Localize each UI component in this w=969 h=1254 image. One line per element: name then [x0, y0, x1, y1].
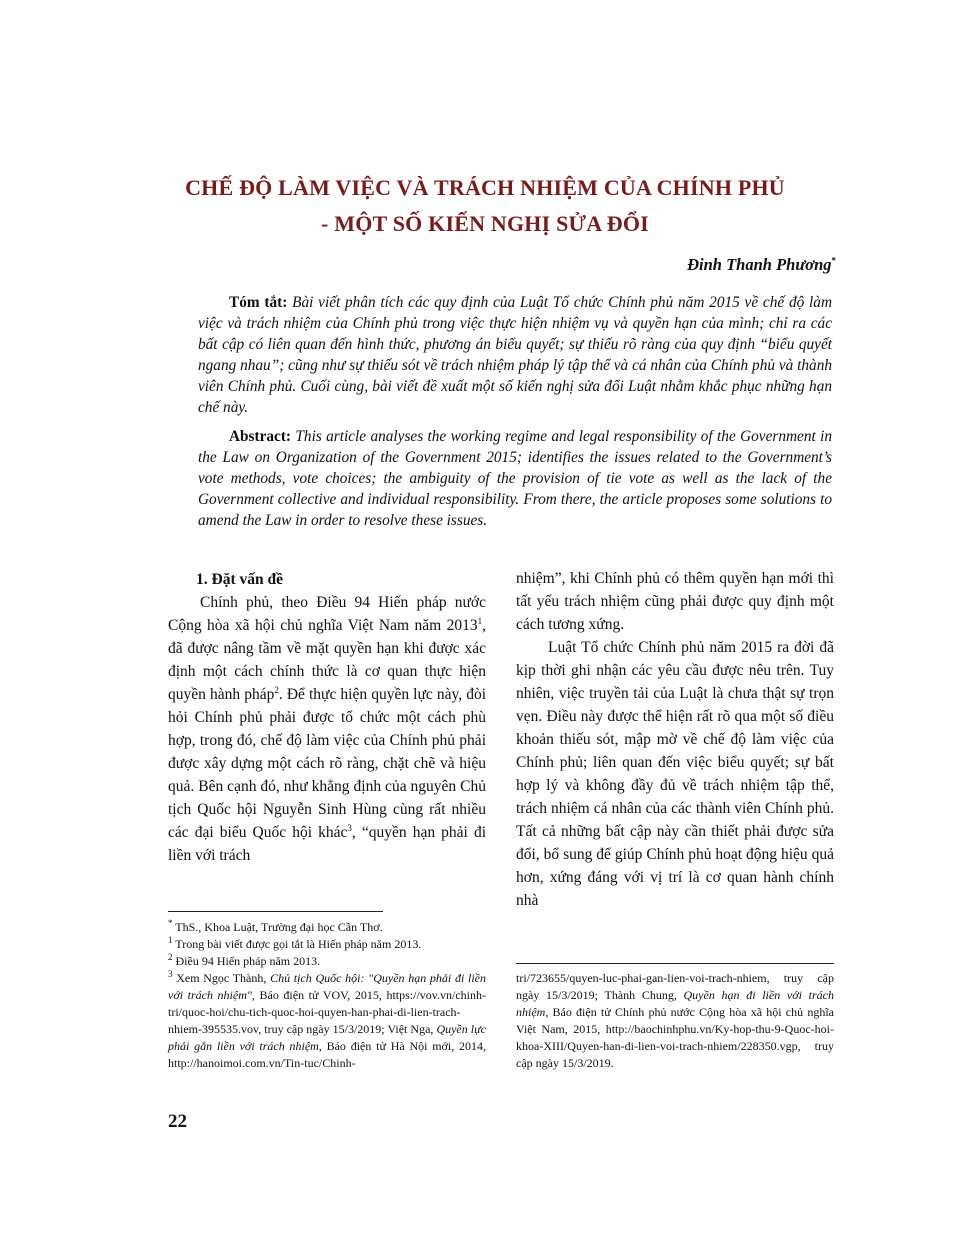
footnote-mark: 2: [168, 952, 173, 962]
footnote-3-continued: [516, 970, 834, 1072]
summary-vietnamese: [198, 292, 832, 418]
section-heading: 1. Đặt vấn đề: [196, 571, 283, 588]
summary-text: Bài viết phân tích các quy định của Luật Tổ chức Chính phủ năm 2015 về chế độ làm việc và trách nhiệm của Chính phủ trong việc thực hiện nhiệm vụ và quyền hạn của mình; chỉ ra các bất cập có liên quan đến hình thức, phương án biểu quyết; sự thiếu rõ ràng của quy định “biểu quyết ngang nhau”; cũng như sự thiếu sót về trách nhiệm pháp lý tập thể và cá nhân của Chính phủ và thành viên Chính phủ. Cuối cùng, bài viết đề xuất một số kiến nghị sửa đổi Luật nhằm khắc phục những hạn chế này.: [198, 294, 832, 416]
title-line-2: - MỘT SỐ KIẾN NGHỊ SỬA ĐỔI: [321, 211, 649, 236]
footnote-text: Xem Ngọc Thành,: [172, 971, 271, 985]
footnote-text: ThS., Khoa Luật, Trường đại học Cần Thơ.: [172, 920, 383, 934]
author-name: Đinh Thanh Phương: [687, 255, 832, 274]
footnote-3: [168, 970, 486, 1072]
page-number: 22: [168, 1111, 187, 1132]
footnote-divider-right: [516, 963, 834, 964]
footnote-author: [168, 919, 486, 936]
summary-label: Tóm tắt:: [229, 294, 288, 311]
right-column: [516, 567, 834, 912]
footnote-ref-2: 2: [274, 684, 279, 695]
right-paragraph-2: Luật Tổ chức Chính phủ năm 2015 ra đời đã kịp thời ghi nhận các yêu cầu được nêu trên. Tuy nhiên, việc truyền tải của Luật là chưa thật sự trọn vẹn. Điều này được thể hiện rất rõ qua một số điều khoản thiếu sót, mập mờ về chế độ làm việc của Chính phủ; liên quan đến việc biểu quyết; sự bất hợp lý và không đầy đủ về trách nhiệm tập thể, trách nhiệm cá nhân của các thành viên Chính phủ. Tất cả những bất cập này cần thiết phải được sửa đổi, bổ sung để giúp Chính phủ hoạt động hiệu quả hơn, xứng đáng với vị trí là cơ quan hành chính nhà: [516, 639, 834, 909]
footnote-text: tri/723655/quyen-luc-phai-gan-lien-voi-trach-nhiem, truy cập ngày 15/3/2019; Thành Chung,: [516, 971, 834, 1002]
author: [687, 255, 836, 275]
abstract-label: Abstract:: [229, 428, 292, 445]
footnote-mark: 3: [168, 969, 173, 979]
footnote-cited-title: Quyền lực phải gắn liền với trách nhiệm: [168, 1022, 486, 1053]
footnote-text: , Báo điện tử Hà Nội mới, 2014, http://hanoimoi.com.vn/Tin-tuc/Chinh-: [168, 1039, 486, 1070]
footnote-1: [168, 936, 486, 953]
footnote-cited-title: Quyền hạn đi liền với trách nhiệm: [516, 988, 834, 1019]
footnote-text: , Báo điện tử Chính phủ nước Cộng hòa xã hội chủ nghĩa Việt Nam, 2015, http://baochinhphu.vn/Ky-hop-thu-9-Quoc-hoi-khoa-XIII/Quyen-han-di-lien-voi-trach-nhiem/228350.vgp, truy cập ngày 15/3/2019.: [516, 1005, 834, 1070]
footnote-mark: 1: [168, 935, 173, 945]
footnotes-right: [516, 970, 834, 1072]
abstract-english: [198, 426, 832, 531]
author-footnote-mark: *: [831, 255, 836, 266]
footnote-text: Điều 94 Hiến pháp năm 2013.: [172, 954, 321, 968]
text-run: . Để thực hiện quyền lực này, đòi hỏi Chính phủ phải được tổ chức một cách phù hợp, trong đó, chế độ làm việc của Chính phủ phải được xây dựng một cách rõ ràng, chặt chẽ và hiệu quả. Bên cạnh đó, như khẳng định của nguyên Chủ tịch Quốc hội Nguyễn Sinh Hùng cùng rất nhiều các đại biểu Quốc hội khác: [168, 686, 487, 841]
footnote-text: Trong bài viết được gọi tắt là Hiến pháp năm 2013.: [172, 937, 422, 951]
footnote-text: , Báo điện tử VOV, 2015, https://vov.vn/chinh-tri/quoc-hoi/chu-tich-quoc-hoi-quyen-han-phai-di-lien-trach-nhiem-395535.vov, truy cập ngày 15/3/2019; Việt Nga,: [168, 988, 486, 1036]
footnote-ref-3: 3: [347, 822, 352, 833]
text-run: , “quyền hạn phải đi liền với trách: [168, 824, 486, 864]
footnote-divider-left: [168, 911, 383, 912]
text-run: , đã được nâng tầm về mặt quyền hạn khi được xác định một cách chính thức là cơ quan thực hiện quyền hành pháp: [168, 617, 486, 703]
right-paragraph-1: nhiệm”, khi Chính phủ có thêm quyền hạn mới thì tất yếu trách nhiệm cũng phải được quy định một cách tương xứng.: [516, 570, 834, 633]
article-title: [120, 170, 850, 242]
title-line-1: CHẾ ĐỘ LÀM VIỆC VÀ TRÁCH NHIỆM CỦA CHÍNH PHỦ: [185, 175, 785, 200]
footnotes-left: [168, 919, 486, 1072]
footnote-2: [168, 953, 486, 970]
abstract-text: This article analyses the working regime and legal responsibility of the Government in the Law on Organization of the Government 2015; identifies the issues related to the Government’s vote methods, vote choices; the ambiguity of the provision of tie vote as well as the lack of the Government collective and individual responsibility. From there, the article proposes some solutions to amend the Law in order to resolve these issues.: [198, 428, 832, 529]
left-column: [168, 568, 486, 867]
left-paragraph: [168, 591, 486, 867]
footnote-cited-title: Chủ tịch Quốc hội: "Quyền hạn phải đi liền với trách nhiệm": [168, 971, 486, 1002]
footnote-mark: *: [168, 918, 173, 928]
footnote-ref-1: 1: [477, 615, 483, 626]
text-run: Chính phủ, theo Điều 94 Hiến pháp nước Cộng hòa xã hội chủ nghĩa Việt Nam năm 2013: [168, 594, 486, 634]
